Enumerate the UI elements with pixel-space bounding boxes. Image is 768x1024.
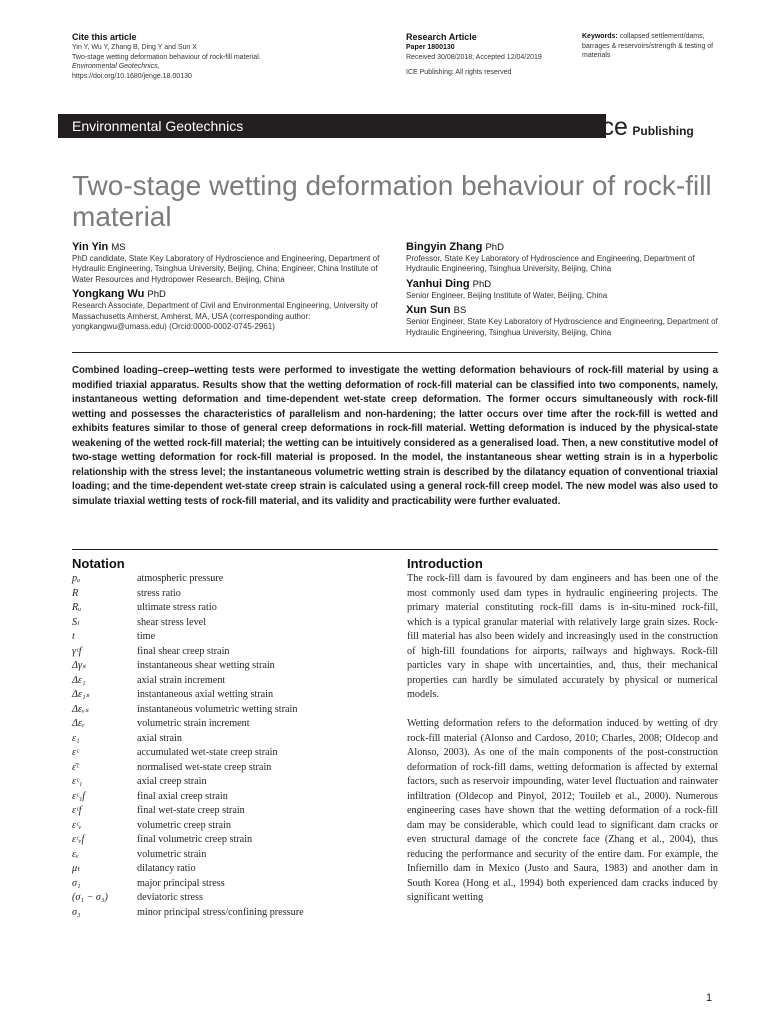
notation-row — [72, 848, 372, 863]
notation-description: volumetric creep strain — [137, 819, 231, 831]
notation-description: final axial creep strain — [137, 790, 228, 802]
doi-link[interactable]: https://doi.org/10.1680/jenge.18.00130 — [72, 72, 192, 80]
notation-symbol: Δεᵥ — [72, 718, 85, 729]
intro-paragraph: Wetting deformation refers to the deformation induced by wetting of dry rock-fill material (Alonso and Cardoso, 2010; Charles, 2008; Oldecop and Alonso, 2003). As one of the main components of the post-construction deformation of rock-fill dams, wetting deformation is affected by external factors, such as reservoir impounding, water level fluctuation and rainwater infiltration (Oldecop and Pinyol, 2012; Touileb et al., 2000). Numerous engineering cases have shown that the wetting deformation of a rock-fill dam may be considerable, which could lead to significant dam cracks or even structural damage of the concrete face (Zhang et al., 2004), thus reducing the performance and security of the entire dam. For example, the Infiernillo dam in Mexico (Justo and Saura, 1983) and another dam in South Korea (Hong et al., 1994) both experienced dam cracks induced by significant wetting — [407, 718, 718, 903]
notation-symbol: Δγₛ — [72, 660, 86, 671]
notation-row — [72, 645, 372, 660]
notation-row — [72, 862, 372, 877]
notation-description: dilatancy ratio — [137, 863, 196, 874]
notation-row — [72, 674, 372, 689]
notation-description: major principal stress — [137, 877, 225, 889]
notation-description: accumulated wet-state creep strain — [137, 747, 278, 758]
notation-list — [72, 572, 372, 920]
author-affiliation: Research Associate, Department of Civil and Environmental Engineering, University of Massachusetts Amherst, Amherst, MA, USA (corresponding author: yongkangwu@umass.edu) (Orcid:0000-0002-0745-2961) — [72, 301, 378, 332]
notation-description: deviatoric stress — [137, 892, 203, 903]
notation-row — [72, 761, 372, 776]
cite-line: Environmental Geotechnics, — [72, 63, 160, 70]
notation-symbol: εᶜᵥf — [72, 834, 85, 845]
notation-row — [72, 775, 372, 790]
notation-description: instantaneous axial wetting strain — [137, 689, 274, 700]
notation-description: axial strain increment — [137, 674, 226, 686]
notation-description: final wet-state creep strain — [137, 805, 245, 816]
notation-symbol: γᶜf — [72, 645, 82, 657]
cite-block — [72, 32, 302, 81]
ice-publishing-logo — [596, 113, 726, 139]
notation-symbol: ε̄ᶜ — [72, 761, 79, 773]
notation-row — [72, 790, 372, 805]
keywords-text: collapsed settlement/dams, barrages & reservoirs/strength & testing of materials — [582, 33, 714, 59]
notation-symbol: Δεᵥₛ — [72, 703, 89, 715]
author-name: Bingyin Zhang PhD — [406, 241, 504, 253]
notation-row — [72, 572, 372, 587]
notation-row — [72, 732, 372, 747]
notation-description: time — [137, 631, 156, 642]
notation-description: final volumetric creep strain — [137, 834, 253, 845]
notation-row — [72, 819, 372, 834]
notation-symbol: ε₁ — [72, 732, 80, 744]
keywords-block — [582, 32, 722, 61]
notation-symbol: Sₗ — [72, 616, 79, 628]
author-name: Yin Yin MS — [72, 241, 126, 253]
received-dates: Received 30/08/2018; Accepted 12/04/2019 — [406, 53, 542, 61]
notation-row — [72, 630, 372, 645]
authors-left — [72, 241, 392, 332]
notation-description: instantaneous volumetric wetting strain — [137, 703, 298, 715]
notation-description: atmospheric pressure — [137, 573, 224, 584]
logo-ice-text: ice — [596, 113, 628, 141]
notation-description: stress ratio — [137, 587, 181, 599]
article-title: Two-stage wetting deformation behaviour of rock-fill material — [72, 170, 712, 232]
notation-row — [72, 717, 372, 732]
notation-description: ultimate stress ratio — [137, 602, 217, 613]
notation-row — [72, 746, 372, 761]
journal-name: Environmental Geotechnics — [72, 118, 244, 134]
notation-row — [72, 804, 372, 819]
notation-description: axial strain — [137, 732, 182, 744]
notation-description: instantaneous shear wetting strain — [137, 660, 275, 671]
intro-paragraph: The rock-fill dam is favoured by dam engineers and has been one of the most commonly used dam types in hydraulic engineering projects. The primary material constituting rock-fill dams is in-situ-mined rock-fill, which is a typical granular material with relatively large grain sizes. Rock-fill material has also been widely and increasingly used in the construction of high-fill foundations for airports, railways and highways. Rock-fill particles vary in shape with uncertainties, and, thus, their mechanical properties can hardly be simulated accurately by physical or numerical models. — [407, 573, 718, 700]
notation-heading: Notation — [72, 556, 125, 571]
notation-description: volumetric strain increment — [137, 718, 250, 729]
logo-publishing-text: Publishing — [632, 124, 694, 138]
notation-row — [72, 833, 372, 848]
author-affiliation: Professor, State Key Laboratory of Hydroscience and Engineering, Department of Hydraulic Engineering, Tsinghua University, Beijing, China — [406, 254, 695, 274]
rights-statement: ICE Publishing: All rights reserved — [406, 69, 512, 76]
abstract: Combined loading–creep–wetting tests were performed to investigate the wetting deformation behaviours of rock-fill material by using a modified triaxial apparatus. Results show that the wetting deformation of rock-fill material can be classified into two components, namely, instantaneous wetting deformation and time-dependent wet-state creep deformation. The former occurs simultaneously with rock-fill wetting and possesses the characteristics of parallelism and non-hardening; the latter occurs over time after the rock-fill is wetted and exhibits features similar to those of general creep deformations in rock-fill material. Wetting deformation is induced by the physical-state weakening of the wetted rock-fill material; the wetting can be intuitively considered as a generalised load. Then, a new constitutive model of two-stage wetting deformation for rock-fill material is proposed. In the model, the instantaneous shear wetting strain is in a hyperbolic relationship with the stress level; the instantaneous volumetric wetting strain is described by the dilatancy equation of conventional triaxial loading; and the time-dependent wet-state creep strain is calculated using a general rock-fill creep model. The new model was also used to simulate triaxial wetting tests of rock-fill material, and its validity and practicability were further evaluated. — [72, 365, 718, 507]
authors-right — [406, 241, 722, 338]
notation-symbol: pₐ — [72, 573, 81, 584]
keywords-label: Keywords: — [582, 33, 618, 40]
notation-row — [72, 688, 372, 703]
introduction-body — [407, 572, 718, 920]
notation-symbol: εᶜ₁ — [72, 776, 83, 787]
notation-row — [72, 891, 372, 906]
notation-symbol: t — [72, 631, 75, 642]
author-affiliation: Senior Engineer, State Key Laboratory of Hydroscience and Engineering, Department of Hydraulic Engineering, Tsinghua University, Beijing, China — [406, 317, 718, 337]
cite-line: Yin Y, Wu Y, Zhang B, Ding Y and Sun X — [72, 44, 197, 51]
divider-top — [72, 352, 718, 353]
notation-symbol: εᶜf — [72, 805, 82, 816]
author-affiliation: Senior Engineer, Beijing Institute of Water, Beijing, China — [406, 290, 608, 300]
notation-row — [72, 906, 372, 921]
notation-description: axial creep strain — [137, 776, 207, 787]
notation-symbol: Δε₁ — [72, 674, 86, 686]
notation-symbol: εᵥ — [72, 848, 79, 860]
notation-row — [72, 703, 372, 718]
notation-description: normalised wet-state creep strain — [137, 761, 272, 773]
notation-symbol: μₜ — [72, 863, 81, 874]
divider-bottom — [72, 549, 718, 550]
author-name: Xun Sun BS — [406, 304, 467, 317]
introduction-heading: Introduction — [407, 556, 483, 571]
page-number: 1 — [706, 992, 713, 1004]
notation-symbol: εᶜ — [72, 747, 79, 758]
cite-title: Cite this article — [72, 32, 137, 42]
notation-description: volumetric strain — [137, 848, 207, 860]
paper-number: Paper 1800130 — [406, 44, 455, 51]
cite-line: Two-stage wetting deformation behaviour of rock-fill material. — [72, 53, 261, 61]
journal-banner — [58, 114, 606, 138]
article-type: Research Article — [406, 32, 477, 42]
notation-symbol: σ₃ — [72, 906, 81, 918]
author-name: Yanhui Ding PhD — [406, 277, 492, 290]
notation-row — [72, 616, 372, 631]
notation-row — [72, 601, 372, 616]
author-affiliation: PhD candidate, State Key Laboratory of Hydroscience and Engineering, Department of Hydraulic Engineering, Tsinghua University, Beijing, China; Engineer, China Institute of Water Resources and Hydropower Research, Beijing, China — [72, 254, 380, 284]
notation-row — [72, 659, 372, 674]
notation-symbol: (σ₁ − σ₃) — [72, 892, 108, 903]
article-info — [406, 32, 576, 78]
notation-symbol: Rᵤ — [72, 602, 82, 613]
notation-symbol: εᶜ₁f — [72, 790, 86, 802]
notation-symbol: Δε₁ₛ — [72, 689, 90, 700]
author-name: Yongkang Wu PhD — [72, 288, 166, 301]
notation-description: shear stress level — [137, 616, 207, 628]
notation-symbol: σ₁ — [72, 877, 81, 889]
notation-row — [72, 587, 372, 602]
notation-symbol: R — [72, 587, 79, 599]
notation-row — [72, 877, 372, 892]
notation-description: final shear creep strain — [137, 645, 230, 657]
notation-description: minor principal stress/confining pressure — [137, 906, 304, 918]
notation-symbol: εᶜᵥ — [72, 819, 82, 831]
